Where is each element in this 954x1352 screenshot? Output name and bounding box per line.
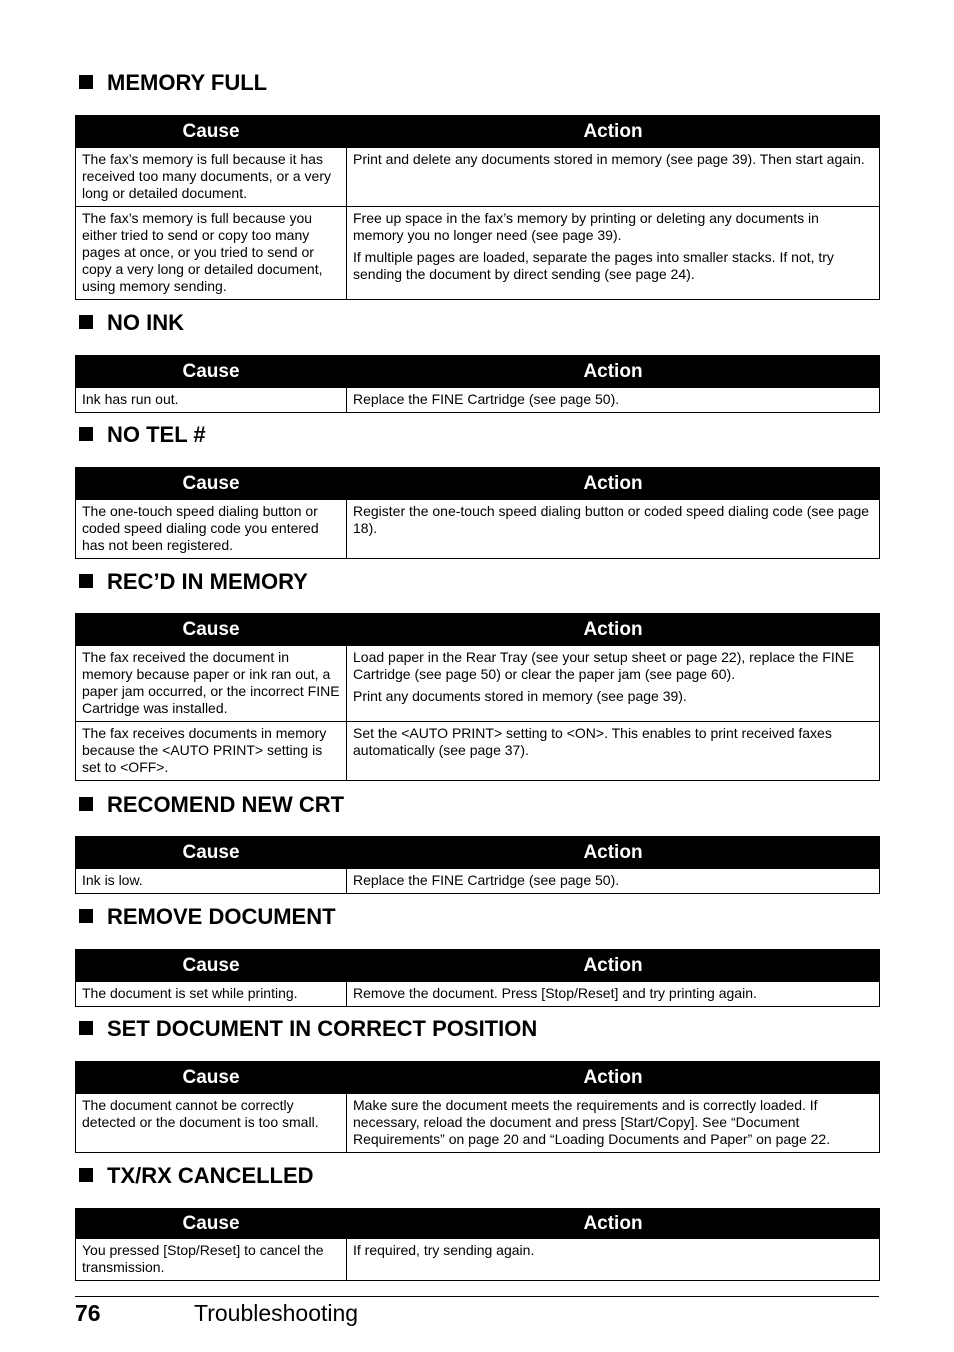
action-cell: Replace the FINE Cartridge (see page 50). bbox=[347, 869, 880, 894]
header-cause: Cause bbox=[76, 1062, 347, 1094]
cause-cell: Ink has run out. bbox=[76, 388, 347, 413]
table-recd-in-memory bbox=[75, 613, 880, 781]
cause-cell: The fax receives documents in memory because the <AUTO PRINT> setting is set to <OFF>. bbox=[76, 722, 347, 781]
section-title-text: REC’D IN MEMORY bbox=[107, 569, 308, 594]
header-action: Action bbox=[347, 950, 880, 982]
section-title-text: NO INK bbox=[107, 310, 184, 335]
footer-divider bbox=[75, 1296, 879, 1297]
cause-cell: The document is set while printing. bbox=[76, 982, 347, 1007]
cause-cell: The fax’s memory is full because it has received too many documents, or a very long or detailed document. bbox=[76, 148, 347, 207]
table-txrx-cancelled bbox=[75, 1208, 880, 1281]
action-cell: Set the <AUTO PRINT> setting to <ON>. This enables to print received faxes automatically (see page 37). bbox=[347, 722, 880, 781]
section-title-text: SET DOCUMENT IN CORRECT POSITION bbox=[107, 1016, 538, 1041]
header-action: Action bbox=[347, 614, 880, 646]
section-title-text: TX/RX CANCELLED bbox=[107, 1163, 314, 1188]
header-cause: Cause bbox=[76, 116, 347, 148]
table-row bbox=[76, 722, 880, 781]
page-number: 76 bbox=[75, 1300, 101, 1326]
header-action: Action bbox=[347, 468, 880, 500]
header-action: Action bbox=[347, 1209, 880, 1239]
cause-cell: The one-touch speed dialing button or coded speed dialing code you entered has not been registered. bbox=[76, 500, 347, 559]
action-cell: Print and delete any documents stored in memory (see page 39). Then start again. bbox=[347, 148, 880, 207]
square-bullet-icon bbox=[79, 1021, 93, 1035]
section-title-no-tel bbox=[75, 422, 206, 448]
section-title-text: NO TEL # bbox=[107, 422, 206, 447]
action-cell: Remove the document. Press [Stop/Reset] and try printing again. bbox=[347, 982, 880, 1007]
cause-cell: The fax’s memory is full because you either tried to send or copy too many pages at once, or you tried to send or copy a very long or detailed document, using memory sending. bbox=[76, 207, 347, 300]
header-action: Action bbox=[347, 116, 880, 148]
header-cause: Cause bbox=[76, 1209, 347, 1239]
table-set-document bbox=[75, 1061, 880, 1153]
section-title-text: RECOMEND NEW CRT bbox=[107, 792, 345, 817]
section-title-text: MEMORY FULL bbox=[107, 70, 268, 95]
table-row bbox=[76, 869, 880, 894]
section-title-remove-document bbox=[75, 904, 336, 930]
table-row bbox=[76, 207, 880, 300]
square-bullet-icon bbox=[79, 1168, 93, 1182]
section-title-text: REMOVE DOCUMENT bbox=[107, 904, 336, 929]
action-cell: Make sure the document meets the requirements and is correctly loaded. If necessary, reload the document and press [Start/Copy]. See “Document Requirements” on page 20 and “Loading Documents and Paper” on page 22. bbox=[347, 1094, 880, 1153]
header-cause: Cause bbox=[76, 356, 347, 388]
cause-cell: You pressed [Stop/Reset] to cancel the transmission. bbox=[76, 1239, 347, 1281]
cause-cell: The fax received the document in memory because paper or ink ran out, a paper jam occurred, or the incorrect FINE Cartridge was installed. bbox=[76, 646, 347, 722]
square-bullet-icon bbox=[79, 315, 93, 329]
table-no-tel bbox=[75, 467, 880, 559]
action-cell: If required, try sending again. bbox=[347, 1239, 880, 1281]
header-action: Action bbox=[347, 356, 880, 388]
table-row bbox=[76, 1094, 880, 1153]
section-title-no-ink bbox=[75, 310, 184, 336]
action-cell: Replace the FINE Cartridge (see page 50). bbox=[347, 388, 880, 413]
header-cause: Cause bbox=[76, 950, 347, 982]
table-memory-full bbox=[75, 115, 880, 300]
table-row bbox=[76, 500, 880, 559]
table-row bbox=[76, 148, 880, 207]
header-cause: Cause bbox=[76, 837, 347, 869]
section-title-txrx-cancelled bbox=[75, 1163, 314, 1189]
table-row bbox=[76, 388, 880, 413]
section-title-recd-in-memory bbox=[75, 569, 308, 595]
action-cell: Free up space in the fax’s memory by printing or deleting any documents in memory you no longer need (see page 39). If multiple pages are loaded, separate the pages into smaller stacks. If not, try sending the document by direct sending (see page 24). bbox=[347, 207, 880, 300]
footer-chapter-title: Troubleshooting bbox=[194, 1300, 359, 1326]
section-title-recomend-new-crt bbox=[75, 792, 344, 818]
section-title-set-document bbox=[75, 1016, 537, 1042]
cause-cell: The document cannot be correctly detected or the document is too small. bbox=[76, 1094, 347, 1153]
square-bullet-icon bbox=[79, 797, 93, 811]
header-action: Action bbox=[347, 1062, 880, 1094]
table-row bbox=[76, 646, 880, 722]
table-remove-document bbox=[75, 949, 880, 1007]
square-bullet-icon bbox=[79, 427, 93, 441]
square-bullet-icon bbox=[79, 75, 93, 89]
action-cell: Register the one-touch speed dialing button or coded speed dialing code (see page 18). bbox=[347, 500, 880, 559]
table-no-ink bbox=[75, 355, 880, 413]
square-bullet-icon bbox=[79, 574, 93, 588]
table-recomend-new-crt bbox=[75, 836, 880, 894]
square-bullet-icon bbox=[79, 909, 93, 923]
header-action: Action bbox=[347, 837, 880, 869]
table-row bbox=[76, 1239, 880, 1281]
cause-cell: Ink is low. bbox=[76, 869, 347, 894]
header-cause: Cause bbox=[76, 468, 347, 500]
table-row bbox=[76, 982, 880, 1007]
action-cell: Load paper in the Rear Tray (see your setup sheet or page 22), replace the FINE Cartridge (see page 50) or clear the paper jam (see page 60). Print any documents stored in memory (see page 39). bbox=[347, 646, 880, 722]
section-title-memory-full bbox=[75, 70, 267, 96]
header-cause: Cause bbox=[76, 614, 347, 646]
